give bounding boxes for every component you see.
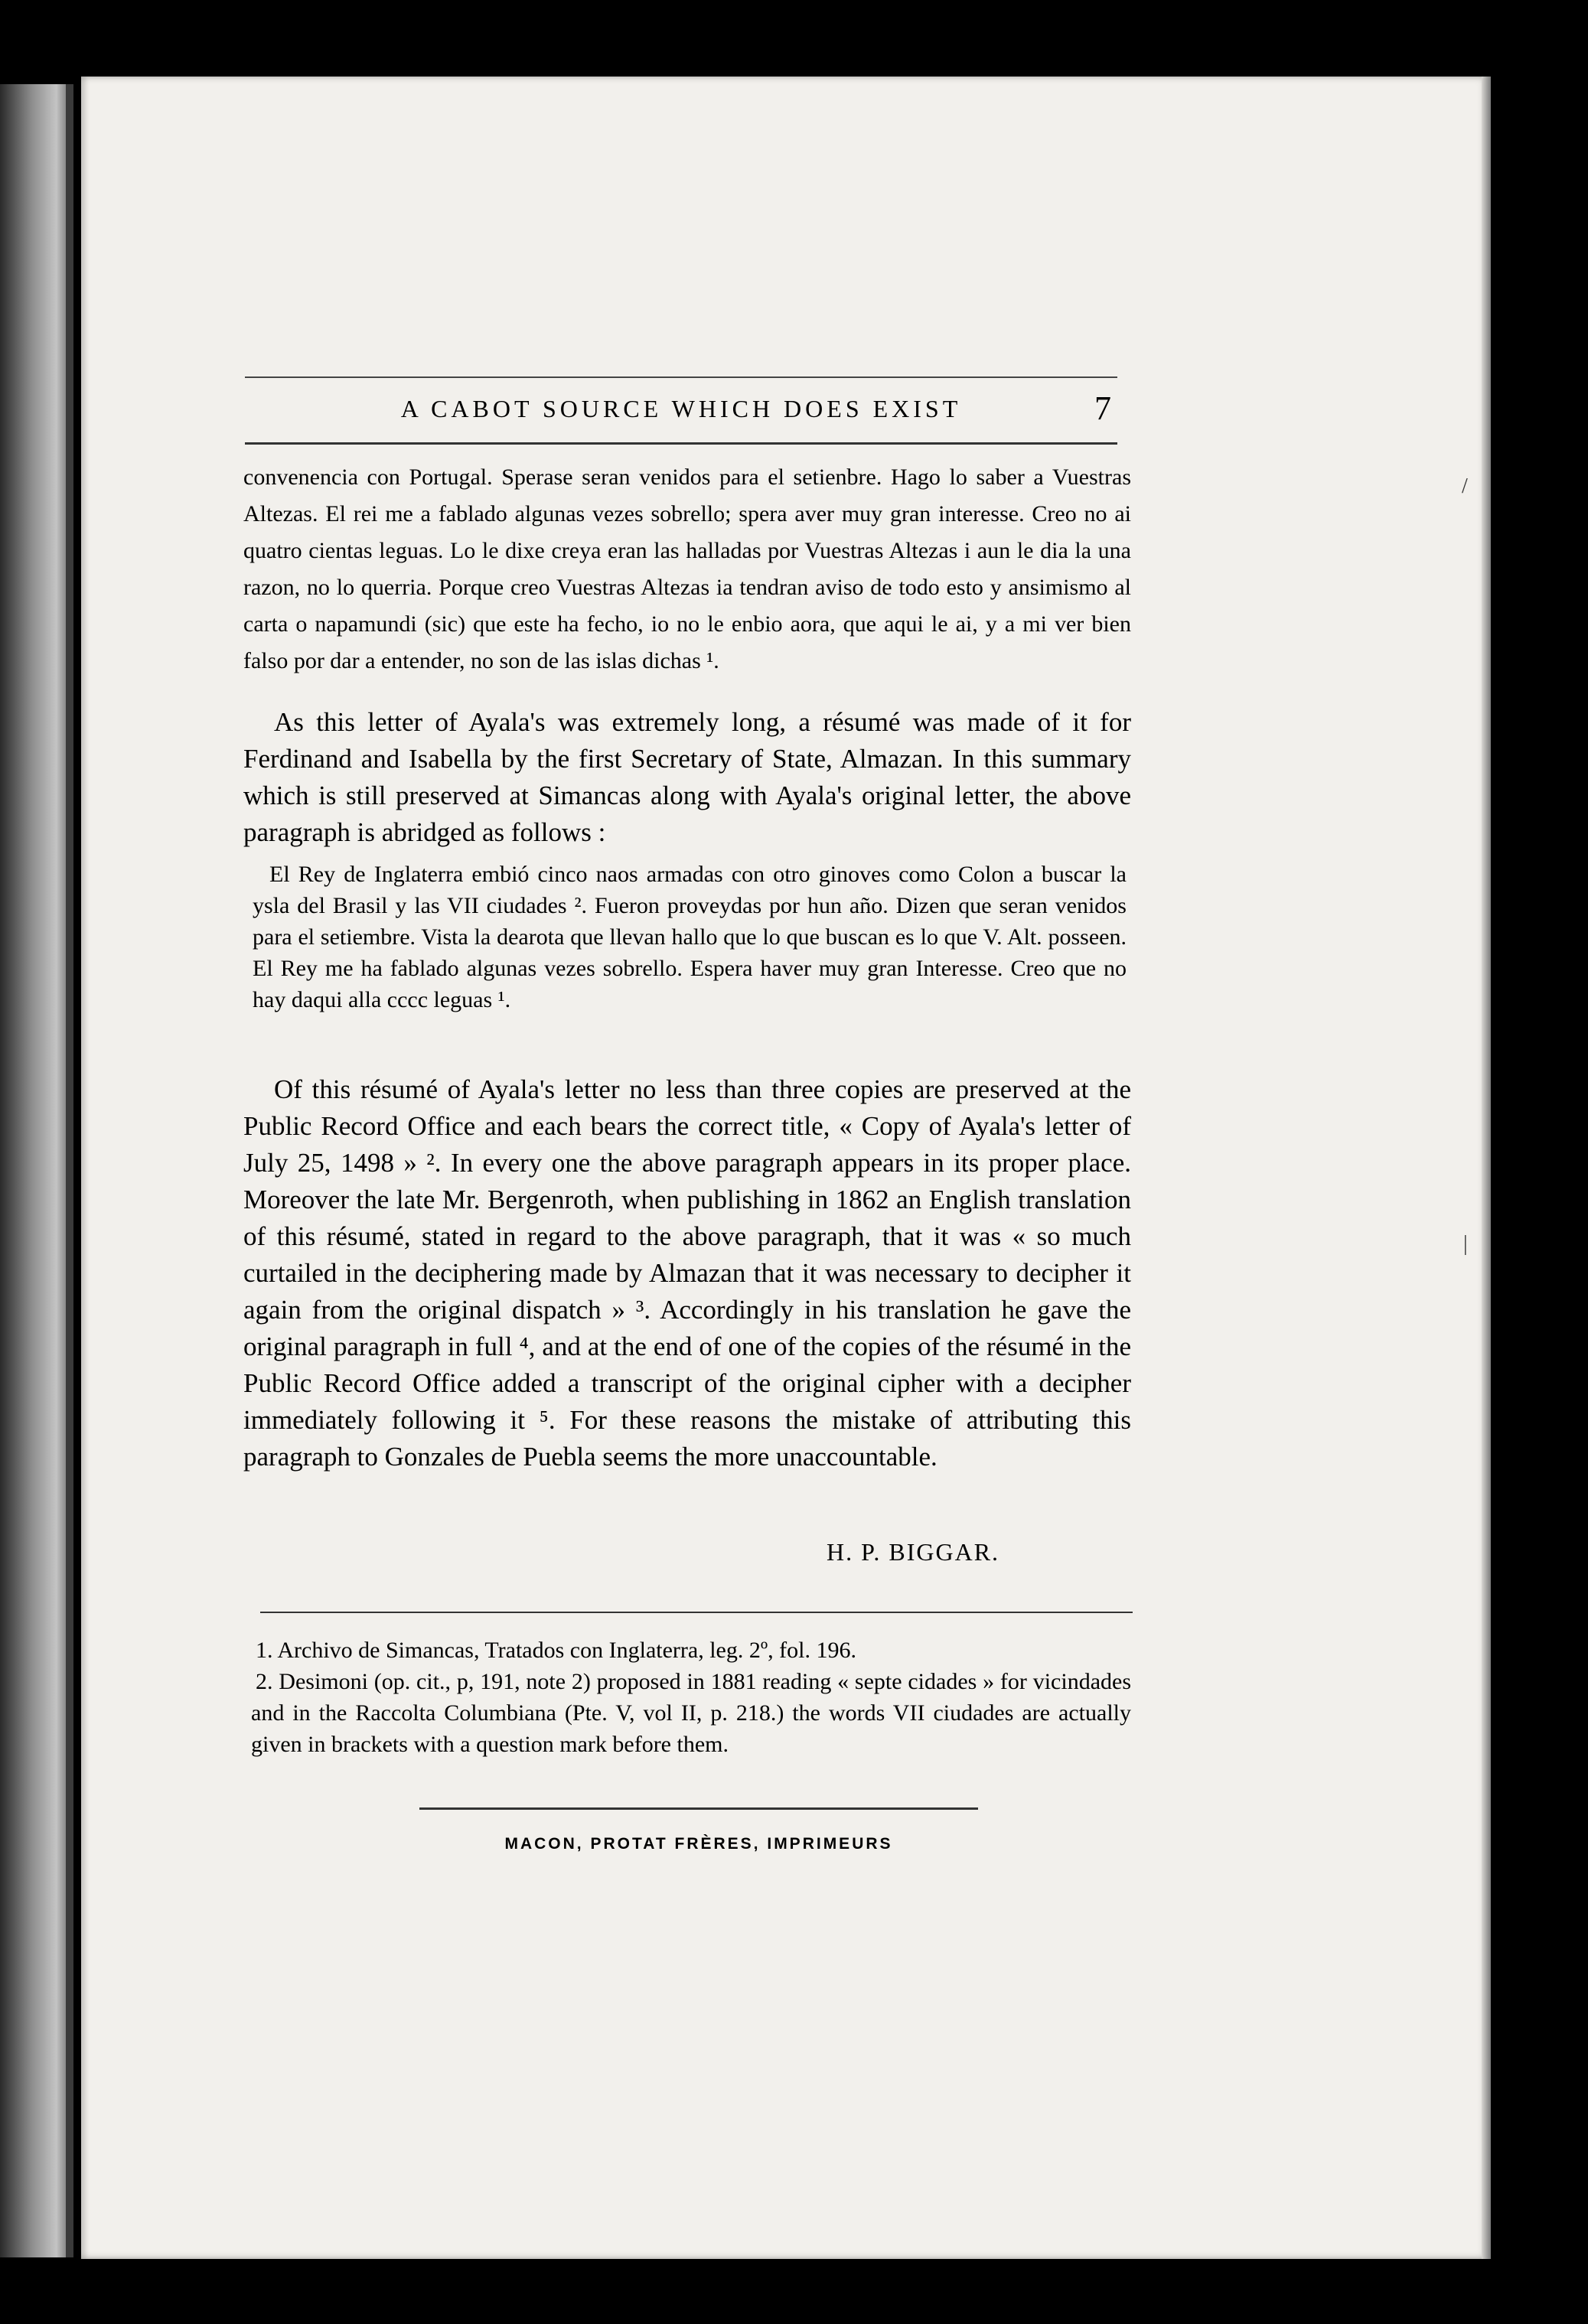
author-signature: H. P. BIGGAR. bbox=[827, 1538, 1000, 1566]
footnotes bbox=[251, 1635, 1131, 1760]
paragraph-2: Of this résumé of Ayala's letter no less than three copies are preserved at the Public Record Office and each bears the correct title, « Copy of Ayala's letter of July 25, 1498 » ². In every one the above paragraph appears in its proper place. Moreover the late Mr. Bergenroth, when publishing in 1862 an English translation of this résumé, stated in regard to the above paragraph, that it was « so much curtailed in the deciphering made by Almazan that it was necessary to decipher it again from the original dispatch » ³. Accordingly in his translation he gave the original paragraph in full ⁴, and at the end of one of the copies of the résumé in the Public Record Office added a transcript of the original cipher with a decipher immediately following it ⁵. For these reasons the mistake of attributing this paragraph to Gonzales de Puebla seems the more unaccountable. bbox=[243, 1074, 1131, 1472]
facing-page-edge bbox=[0, 84, 70, 2257]
running-head bbox=[245, 392, 1117, 430]
header-rule bbox=[245, 442, 1117, 445]
summary-quotation: El Rey de Inglaterra embió cinco naos armadas con otro ginoves como Colon a buscar la ysla del Brasil y las VII ciudades ². Fueron proveydas por hun año. Dizen que seran venidos para el setiembre. Vista la dearota que llevan hallo que lo que buscan es lo que V. Alt. posseen. El Rey me ha fablado algunas vezes sobrello. Espera haver muy gran Interesse. Creo que no hay daqui alla cccc leguas ¹. bbox=[253, 862, 1127, 1012]
top-rule bbox=[245, 376, 1117, 378]
paragraph-1: As this letter of Ayala's was extremely long, a résumé was made of it for Ferdinand and Isabella by the first Secretary of State, Almazan. In this summary which is still preserved at Simancas along with Ayala's original letter, the above paragraph is abridged as follows : bbox=[243, 707, 1131, 847]
margin-mark: / bbox=[1462, 474, 1468, 498]
quoted-spanish-passage: convenencia con Portugal. Sperase seran venidos para el setienbre. Hago lo saber a Vuestras Altezas. El rei me a fablado algunas vezes sobrello; spera aver muy gran interesse. Creo no ai quatro cientas leguas. Lo le dixe creya eran las halladas por Vuestras Altezas i aun le dia la una razon, no lo querria. Porque creo Vuestras Altezas ia tendran aviso de todo esto y ansimismo al carta o napamundi (sic) que este ha fecho, io no le enbio aora, que aqui le ai, y a mi ver bien falso por dar a entender, no son de las islas dichas ¹. bbox=[243, 464, 1131, 673]
page-right-edge bbox=[1482, 77, 1491, 2259]
imprint-rule bbox=[419, 1807, 978, 1810]
running-title: A CABOT SOURCE WHICH DOES EXIST bbox=[400, 395, 962, 422]
book-gutter bbox=[66, 84, 73, 2257]
printer-imprint: MACON, PROTAT FRÈRES, IMPRIMEURS bbox=[504, 1835, 893, 1853]
page-number: 7 bbox=[1094, 390, 1111, 427]
margin-mark: | bbox=[1463, 1232, 1468, 1256]
footnote-rule bbox=[260, 1612, 1133, 1613]
footnote-1: 1. Archivo de Simancas, Tratados con Inglaterra, leg. 2º, fol. 196. bbox=[256, 1638, 856, 1663]
footnote-2: 2. Desimoni (op. cit., p, 191, note 2) proposed in 1881 reading « septe cidades » for vicindades and in the Raccolta Columbiana (Pte. V, vol II, p. 218.) the words VII ciudades are actually given in brackets with a question mark before them. bbox=[251, 1669, 1131, 1757]
